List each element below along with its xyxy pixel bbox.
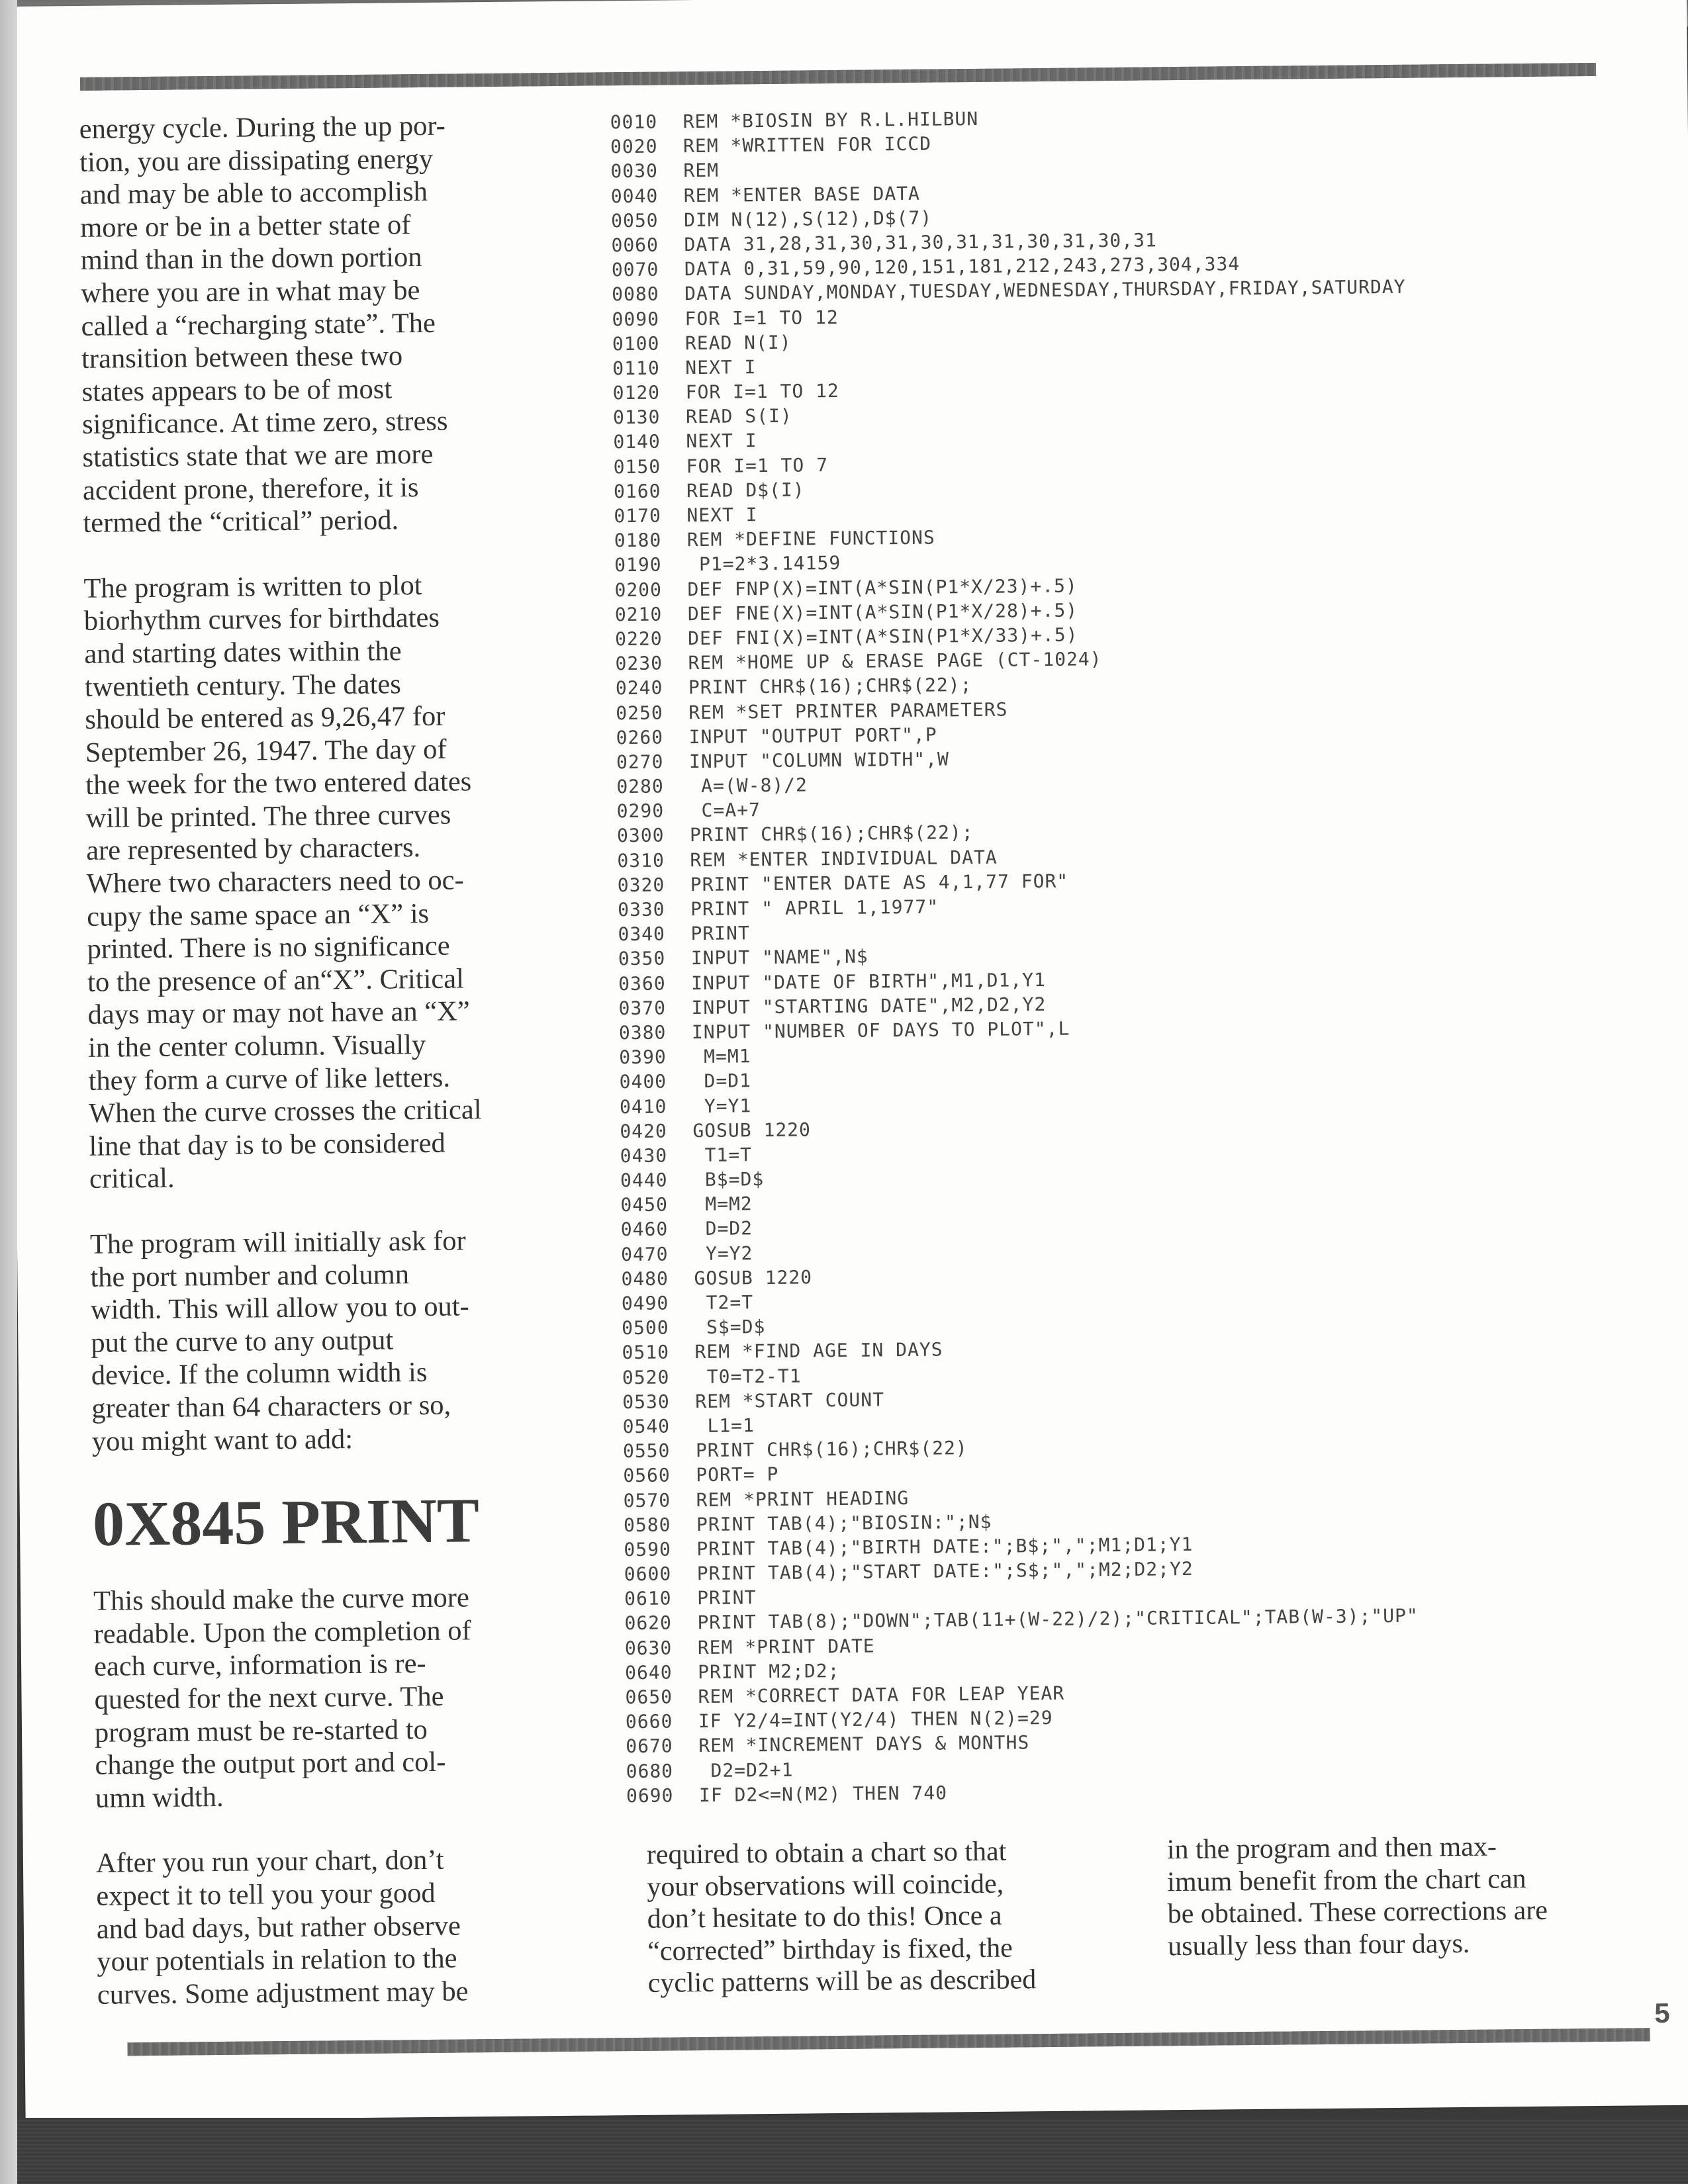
code-statement: B$=D$: [692, 1168, 765, 1191]
code-statement: Y=Y1: [692, 1094, 752, 1117]
line-number: 0260: [616, 726, 664, 749]
line-number: 0600: [624, 1563, 672, 1586]
code-statement: PRINT: [690, 922, 750, 945]
code-statement: NEXT I: [686, 504, 758, 527]
code-statement: PRINT CHR$(16);CHR$(22): [695, 1437, 968, 1462]
line-number: 0100: [612, 332, 660, 355]
line-number: 0690: [626, 1784, 674, 1807]
code-statement: GOSUB 1220: [694, 1266, 813, 1289]
line-number: 0570: [623, 1488, 671, 1512]
line-number: 0050: [610, 209, 659, 232]
line-number: 0510: [622, 1341, 670, 1364]
code-statement: Y=Y2: [693, 1242, 753, 1265]
line-number: 0440: [620, 1169, 668, 1192]
code-statement: REM *PRINT HEADING: [696, 1486, 910, 1511]
code-statement: T1=T: [692, 1144, 753, 1166]
code-statement: REM *BIOSIN BY R.L.HILBUN: [682, 107, 979, 133]
line-number: 0030: [610, 159, 659, 183]
line-number: 0170: [614, 504, 662, 527]
code-snippet-heading: 0X845 PRINT: [92, 1484, 480, 1559]
code-statement: INPUT "OUTPUT PORT",P: [688, 723, 937, 748]
code-statement: REM *INCREMENT DAYS & MONTHS: [698, 1731, 1030, 1757]
code-statement: REM: [683, 159, 720, 182]
code-statement: FOR I=1 TO 12: [685, 379, 839, 404]
middle-bottom-text: required to obtain a chart so that your observations will coincide, don’t hesitate to do this! Once a “corrected” birthday is fixed, the cyclic patterns will be as described: [646, 1836, 1037, 1999]
right-bottom-text: in the program and then max- imum benefit from the chart can be obtained. These corrections are usually less than four days.: [1166, 1831, 1548, 1962]
code-statement: D2=D2+1: [698, 1758, 794, 1782]
code-statement: T0=T2-T1: [694, 1365, 802, 1388]
line-number: 0450: [620, 1193, 669, 1216]
line-number: 0360: [618, 972, 666, 995]
line-number: 0480: [621, 1267, 669, 1290]
line-number: 0670: [626, 1735, 673, 1758]
line-number: 0210: [614, 603, 663, 625]
line-number: 0390: [619, 1046, 667, 1069]
code-statement: READ D$(I): [686, 478, 805, 502]
code-statement: REM *SET PRINTER PARAMETERS: [688, 698, 1008, 723]
code-statement: NEXT I: [685, 356, 757, 379]
code-statement: PRINT TAB(4);"START DATE:";S$;",";M2;D2;Y2: [696, 1557, 1194, 1585]
code-statement: IF Y2/4=INT(Y2/4) THEN N(2)=29: [698, 1707, 1053, 1733]
code-statement: D=D2: [693, 1217, 753, 1240]
line-number: 0090: [612, 308, 660, 330]
code-statement: INPUT "STARTING DATE",M2,D2,Y2: [691, 993, 1047, 1019]
line-number: 0160: [613, 480, 661, 503]
line-number: 0590: [624, 1538, 672, 1561]
line-number: 0280: [616, 775, 664, 798]
line-number: 0320: [617, 874, 665, 896]
code-statement: REM *HOME UP & ERASE PAGE (CT-1024): [688, 648, 1102, 674]
line-number: 0350: [618, 947, 666, 970]
magazine-page: [5, 0, 1688, 2121]
line-number: 0680: [626, 1759, 674, 1782]
code-statement: A=(W-8)/2: [689, 774, 808, 797]
scanner-left-edge: [0, 0, 17, 2184]
line-number: 0290: [616, 799, 665, 823]
code-statement: REM *START COUNT: [695, 1388, 885, 1412]
code-statement: S$=D$: [694, 1316, 766, 1339]
line-number: 0060: [611, 234, 659, 257]
code-statement: DATA 0,31,59,90,120,151,181,212,243,273,304,334: [684, 253, 1241, 281]
line-number: 0620: [624, 1612, 673, 1635]
line-number: 0580: [623, 1514, 671, 1536]
code-statement: GOSUB 1220: [692, 1118, 812, 1142]
code-statement: PRINT CHR$(16);CHR$(22);: [688, 674, 972, 699]
line-number: 0240: [615, 676, 663, 700]
code-statement: L1=1: [695, 1414, 755, 1437]
code-statement: REM *DEFINE FUNCTIONS: [686, 526, 935, 551]
code-statement: P1=2*3.14159: [686, 552, 841, 576]
code-statement: DIM N(12),S(12),D$(7): [683, 206, 933, 231]
line-number: 0140: [613, 430, 661, 453]
basic-code-listing: [610, 101, 1633, 1808]
code-statement: PRINT TAB(8);"DOWN";TAB(11+(W-22)/2);"CRITICAL";TAB(W-3);"UP": [697, 1605, 1419, 1634]
code-statement: REM *ENTER BASE DATA: [683, 182, 921, 206]
line-number: 0560: [623, 1464, 671, 1487]
line-number: 0530: [622, 1390, 670, 1413]
code-statement: PRINT "ENTER DATE AS 4,1,77 FOR": [690, 870, 1069, 895]
line-number: 0500: [622, 1316, 669, 1340]
line-number: 0040: [610, 185, 659, 207]
paragraph-port-column: The program will initially ask for the port number and column width. This will allow you to out- put the curve to any output device. If the column width is greater than 64 characters or so, you might want to add:: [89, 1225, 469, 1457]
code-statement: M=M2: [693, 1193, 753, 1216]
code-statement: INPUT "NUMBER OF DAYS TO PLOT",L: [691, 1017, 1070, 1044]
code-statement: T2=T: [694, 1291, 754, 1314]
paragraph-energy-cycle: energy cycle. During the up por- tion, you are dissipating energy and may be able to accomplish more or be in a better state of mind than in the down portion where you are in what may be called a “recharging state”. The transition between these two states appears to be of most significance. At time zero, stress statistics state that we are more accident prone, therefore, it is termed the “critical” period.: [79, 110, 448, 539]
line-number: 0470: [620, 1243, 669, 1265]
line-number: 0300: [616, 824, 665, 847]
code-statement: PORT= P: [696, 1463, 779, 1486]
code-statement: REM *ENTER INDIVIDUAL DATA: [690, 846, 998, 871]
line-number: 0230: [615, 652, 663, 675]
line-number: 0150: [613, 455, 661, 478]
line-number: 0200: [614, 578, 663, 601]
line-number: 0310: [617, 849, 665, 872]
top-rule: [80, 63, 1596, 91]
line-number: 0660: [625, 1710, 673, 1733]
line-number: 0130: [612, 406, 661, 429]
line-number: 0400: [619, 1070, 667, 1093]
line-number: 0640: [625, 1661, 673, 1684]
code-statement: REM *FIND AGE IN DAYS: [694, 1338, 943, 1363]
line-number: 0540: [622, 1415, 671, 1438]
code-statement: FOR I=1 TO 7: [686, 453, 829, 477]
code-statement: M=M1: [692, 1045, 751, 1068]
line-number: 0190: [614, 553, 662, 576]
line-number: 0550: [622, 1439, 671, 1463]
code-statement: DATA SUNDAY,MONDAY,TUESDAY,WEDNESDAY,THURSDAY,FRIDAY,SATURDAY: [684, 276, 1406, 305]
line-number: 0490: [621, 1292, 669, 1315]
line-number: 0520: [622, 1366, 670, 1388]
line-number: 0070: [611, 258, 659, 281]
line-number: 0340: [618, 923, 666, 946]
line-number: 0180: [614, 529, 662, 552]
line-number: 0110: [612, 357, 660, 380]
line-number: 0020: [610, 135, 658, 158]
code-statement: DATA 31,28,31,30,31,30,31,31,30,31,30,31: [684, 229, 1157, 256]
code-statement: INPUT "DATE OF BIRTH",M1,D1,Y1: [691, 968, 1047, 994]
code-statement: D=D1: [692, 1069, 752, 1093]
code-statement: IF D2<=N(M2) THEN 740: [698, 1782, 948, 1806]
code-statement: INPUT "COLUMN WIDTH",W: [688, 748, 950, 773]
code-statement: FOR I=1 TO 12: [684, 306, 839, 330]
code-statement: DEF FNI(X)=INT(A*SIN(P1*X/33)+.5): [688, 623, 1078, 650]
code-statement: PRINT: [696, 1586, 757, 1610]
line-number: 0610: [624, 1587, 672, 1610]
code-statement: PRINT CHR$(16);CHR$(22);: [689, 821, 974, 846]
line-number: 0380: [618, 1021, 667, 1044]
code-statement: READ N(I): [684, 331, 792, 354]
line-number: 0010: [610, 111, 658, 134]
code-statement: REM *WRITTEN FOR ICCD: [682, 132, 932, 158]
line-number: 0120: [612, 381, 661, 404]
line-number: 0330: [617, 898, 665, 921]
code-statement: PRINT M2;D2;: [698, 1659, 840, 1683]
line-number: 0250: [616, 702, 663, 724]
paragraph-after-chart: After you run your chart, don’t expect it to tell you your good and bad days, but rather observe your potentials in relation to the curves. Some adjustment may be: [95, 1844, 469, 2011]
code-statement: PRINT " APRIL 1,1977": [690, 895, 939, 921]
line-number: 0460: [620, 1218, 669, 1241]
code-statement: REM *PRINT DATE: [697, 1635, 875, 1659]
left-text-column: [79, 109, 594, 2044]
paragraph-program-description: The program is written to plot biorhythm curves for birthdates and starting dates within the twentieth century. The dates should be entered as 9,26,47 for September 26, 1947. The day of the week for the two entered dates will be printed. The three curves are represented by characters. Where two characters need to oc- cupy the same space an “X” is printed. There is no significance to the presence of an“X”. Critical days may or may not have an “X” in the center column. Visually they form a curve of like letters. When the curve crosses the critical line that day is to be considered critical.: [83, 569, 482, 1195]
line-number: 0220: [615, 627, 663, 651]
code-statement: INPUT "NAME",N$: [690, 945, 868, 970]
line-number: 0630: [624, 1637, 673, 1659]
code-statement: PRINT TAB(4);"BIOSIN:";N$: [696, 1510, 992, 1535]
code-statement: PRINT TAB(4);"BIRTH DATE:";B$;",";M1;D1;Y1: [696, 1533, 1194, 1560]
code-statement: REM *CORRECT DATA FOR LEAP YEAR: [698, 1682, 1065, 1708]
scanner-bottom-background: [0, 2118, 1688, 2184]
line-number: 0080: [612, 283, 659, 306]
code-statement: NEXT I: [686, 430, 757, 453]
line-number: 0270: [616, 751, 664, 774]
line-number: 0420: [620, 1120, 667, 1142]
line-number: 0430: [620, 1144, 668, 1167]
code-statement: DEF FNE(X)=INT(A*SIN(P1*X/28)+.5): [687, 599, 1078, 625]
code-statement: C=A+7: [689, 799, 761, 822]
line-number: 0410: [619, 1095, 667, 1118]
line-number: 0370: [618, 997, 667, 1019]
code-statement: READ S(I): [685, 404, 792, 428]
code-statement: DEF FNP(X)=INT(A*SIN(P1*X/23)+.5): [687, 574, 1078, 600]
paragraph-readability: This should make the curve more readable. Upon the completion of each curve, information is re- quested for the next curve. The program must be re-started to change the output port and col- umn width.: [93, 1582, 471, 1814]
line-number: 0650: [625, 1686, 673, 1709]
page-number: 5: [1654, 1997, 1670, 2029]
